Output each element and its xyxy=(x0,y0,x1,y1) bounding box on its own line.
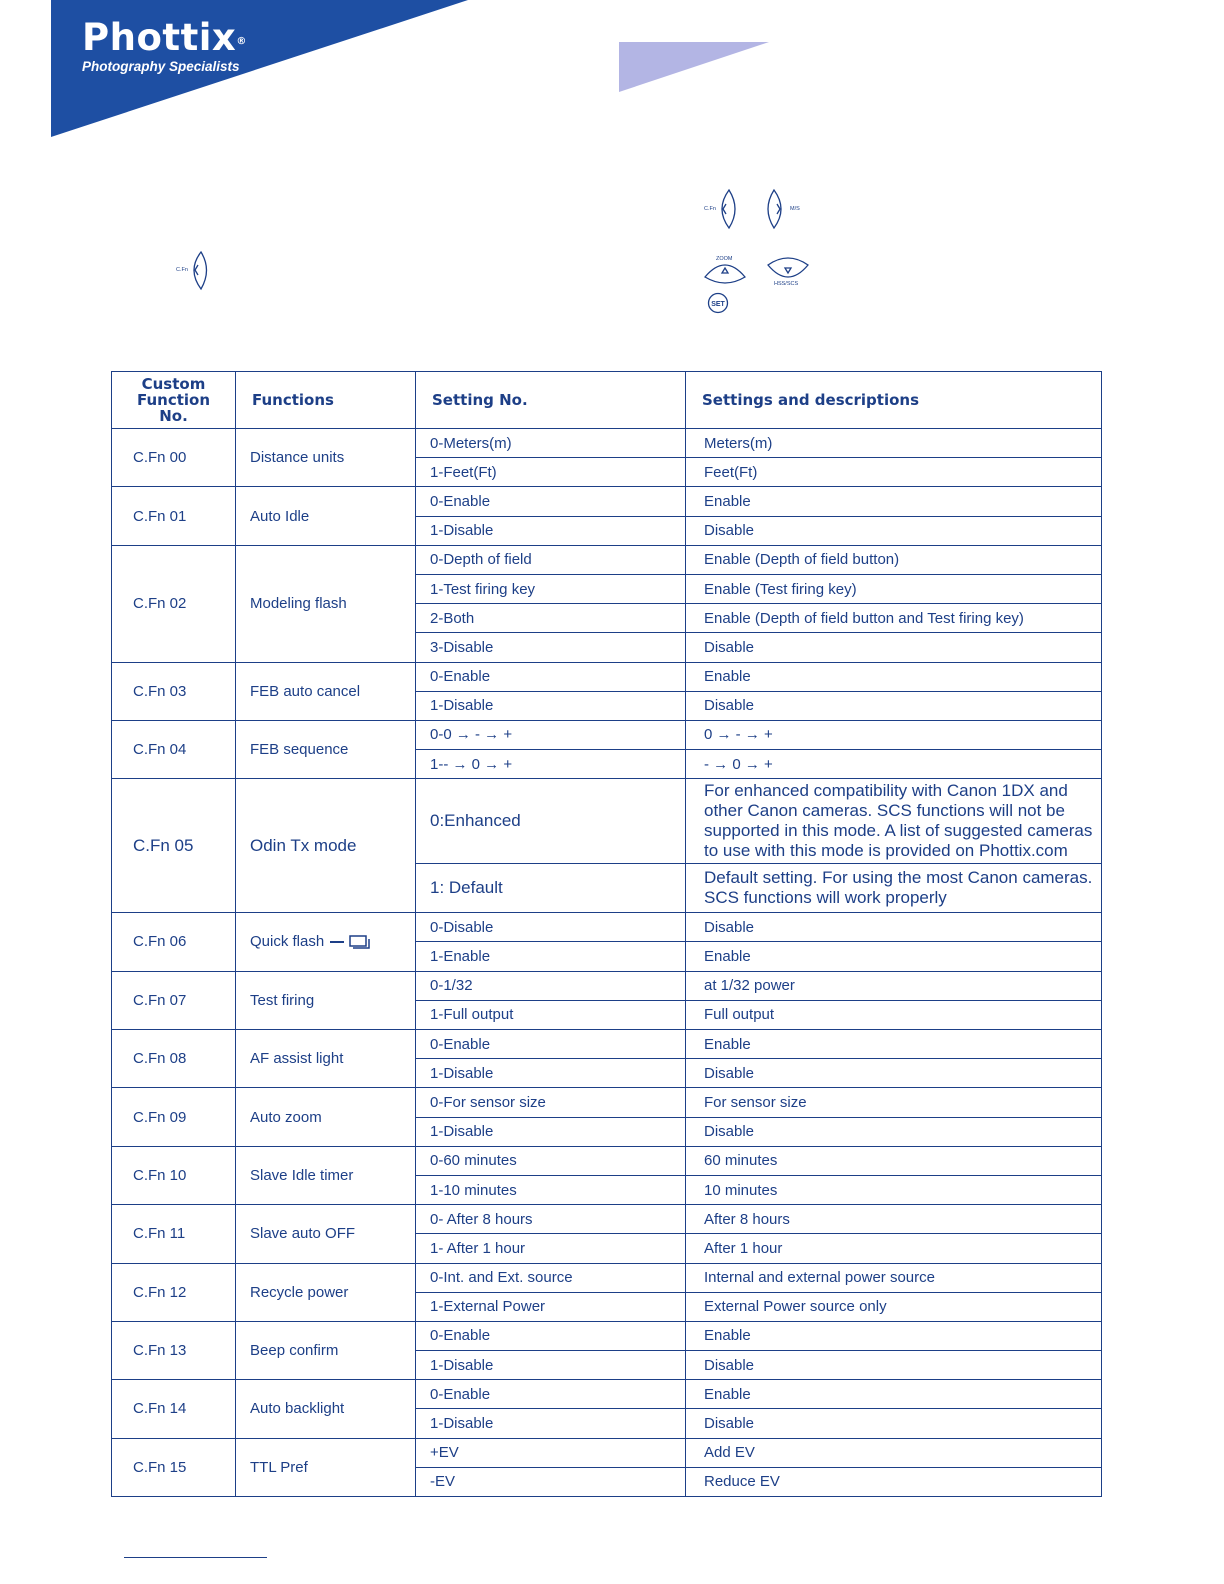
setting-cell: 0-Enable xyxy=(416,662,686,691)
cfn-code-cell: C.Fn 05 xyxy=(112,779,236,913)
setting-cell: 0-Int. and Ext. source xyxy=(416,1263,686,1292)
ms-label: M/S xyxy=(790,206,800,212)
cfn-label: C.Fn xyxy=(704,206,716,212)
table-row xyxy=(112,545,1102,574)
footer-divider xyxy=(124,1557,267,1558)
description-cell: 0 → - → + xyxy=(686,720,1102,749)
function-name: Slave Idle timer xyxy=(250,1166,354,1184)
function-name-cell xyxy=(236,971,416,1029)
description-cell: After 1 hour xyxy=(686,1234,1102,1263)
setting-cell: 0-Disable xyxy=(416,913,686,942)
description-cell: Disable xyxy=(686,633,1102,662)
setting-cell: 3-Disable xyxy=(416,633,686,662)
description-cell: Disable xyxy=(686,691,1102,720)
function-name: Distance units xyxy=(250,449,345,467)
header-code-line: Custom xyxy=(141,375,206,393)
header-code-line: Function xyxy=(136,391,211,409)
function-name: FEB auto cancel xyxy=(250,682,361,700)
cfn-code-cell: C.Fn 15 xyxy=(112,1438,236,1496)
table-row xyxy=(112,971,1102,1000)
setting-cell: 1-- → 0 → + xyxy=(416,750,686,779)
description-cell: Enable (Depth of field button) xyxy=(686,545,1102,574)
description-cell: Default setting. For using the most Canon cameras. SCS functions will work properly xyxy=(686,864,1102,913)
function-name: Auto backlight xyxy=(250,1400,345,1418)
setting-cell: 1-Disable xyxy=(416,516,686,545)
setting-cell: 0- After 8 hours xyxy=(416,1205,686,1234)
cfn-code-cell: C.Fn 01 xyxy=(112,487,236,545)
cfn-code-cell: C.Fn 04 xyxy=(112,720,236,778)
function-name: FEB sequence xyxy=(250,741,349,759)
table-row xyxy=(112,913,1102,942)
setting-cell: 0-Enable xyxy=(416,1321,686,1350)
description-cell: After 8 hours xyxy=(686,1205,1102,1234)
cfn-code-cell: C.Fn 11 xyxy=(112,1205,236,1263)
setting-cell: 0-60 minutes xyxy=(416,1146,686,1175)
description-cell: Enable xyxy=(686,1030,1102,1059)
function-name-cell xyxy=(236,1321,416,1379)
brand-name: Phottix xyxy=(82,16,237,59)
cfn-left-button-icon xyxy=(176,252,207,289)
setting-cell: 0-Enable xyxy=(416,1380,686,1409)
setting-cell: 0-Meters(m) xyxy=(416,429,686,458)
function-name-cell xyxy=(236,1088,416,1146)
description-cell: Enable xyxy=(686,942,1102,971)
setting-cell: 1- After 1 hour xyxy=(416,1234,686,1263)
description-cell: Meters(m) xyxy=(686,429,1102,458)
cfn-code-cell: C.Fn 08 xyxy=(112,1030,236,1088)
header-setting-no: Setting No. xyxy=(416,372,686,429)
cfn-code-cell: C.Fn 12 xyxy=(112,1263,236,1321)
trademark-symbol: ® xyxy=(236,36,247,47)
description-cell: 60 minutes xyxy=(686,1146,1102,1175)
setting-cell: 1-Disable xyxy=(416,691,686,720)
description-cell: Feet(Ft) xyxy=(686,458,1102,487)
cfn-code-cell: C.Fn 13 xyxy=(112,1321,236,1379)
function-name-cell xyxy=(236,1030,416,1088)
description-cell: Enable xyxy=(686,1380,1102,1409)
description-cell: Enable xyxy=(686,487,1102,516)
table-row xyxy=(112,779,1102,864)
description-cell: For sensor size xyxy=(686,1088,1102,1117)
table-row xyxy=(112,1263,1102,1292)
setting-cell: 1-Enable xyxy=(416,942,686,971)
setting-cell: 0-Enable xyxy=(416,1030,686,1059)
function-name-cell xyxy=(236,545,416,662)
hss-scs-button-icon xyxy=(768,258,808,287)
function-name: Test firing xyxy=(250,991,315,1009)
description-cell: External Power source only xyxy=(686,1292,1102,1321)
function-name: Slave auto OFF xyxy=(250,1225,356,1243)
cfn-code-cell: C.Fn 02 xyxy=(112,545,236,662)
cfn-code-cell: C.Fn 07 xyxy=(112,971,236,1029)
table-row xyxy=(112,1438,1102,1467)
description-cell: Disable xyxy=(686,913,1102,942)
function-name-cell xyxy=(236,1438,416,1496)
quick-flash-continuous-icon xyxy=(328,934,374,950)
table-row xyxy=(112,1146,1102,1175)
description-cell: Disable xyxy=(686,1409,1102,1438)
setting-cell: 1: Default xyxy=(416,864,686,913)
header-settings-descriptions: Settings and descriptions xyxy=(686,372,1102,429)
description-cell: Disable xyxy=(686,1059,1102,1088)
header-functions: Functions xyxy=(236,372,416,429)
table-row xyxy=(112,720,1102,749)
custom-function-table xyxy=(111,371,1102,1497)
setting-cell: 0-0 → - → + xyxy=(416,720,686,749)
function-name: Odin Tx mode xyxy=(250,835,357,855)
setting-cell: 0:Enhanced xyxy=(416,779,686,864)
setting-cell: 0-Enable xyxy=(416,487,686,516)
function-name: Auto zoom xyxy=(250,1108,322,1126)
function-name: Modeling flash xyxy=(250,595,347,613)
function-name: Beep confirm xyxy=(250,1342,339,1360)
table-body xyxy=(112,429,1102,1497)
function-name-cell xyxy=(236,429,416,487)
table-row xyxy=(112,1088,1102,1117)
table-row xyxy=(112,1321,1102,1350)
description-cell: at 1/32 power xyxy=(686,971,1102,1000)
function-name-cell xyxy=(236,1146,416,1204)
table-row xyxy=(112,662,1102,691)
function-name-cell xyxy=(236,779,416,913)
setting-cell: 1-Disable xyxy=(416,1117,686,1146)
table-row xyxy=(112,1030,1102,1059)
set-button-icon xyxy=(709,294,728,313)
control-icons xyxy=(0,0,1224,340)
description-cell: 10 minutes xyxy=(686,1175,1102,1204)
setting-cell: 1-Feet(Ft) xyxy=(416,458,686,487)
cfn-code-cell: C.Fn 06 xyxy=(112,913,236,971)
setting-cell: 1-Full output xyxy=(416,1000,686,1029)
zoom-label: ZOOM xyxy=(716,256,733,262)
function-name: Auto Idle xyxy=(250,507,310,525)
cfn-code-cell: C.Fn 00 xyxy=(112,429,236,487)
description-cell: Enable (Depth of field button and Test firing key) xyxy=(686,604,1102,633)
cfn-button-icon xyxy=(704,190,735,228)
set-label: SET xyxy=(711,301,725,308)
cfn-code-cell: C.Fn 14 xyxy=(112,1380,236,1438)
setting-cell: 1-Test firing key xyxy=(416,574,686,603)
setting-cell: -EV xyxy=(416,1467,686,1496)
setting-cell: 0-For sensor size xyxy=(416,1088,686,1117)
setting-cell: 1-Disable xyxy=(416,1409,686,1438)
function-name-cell xyxy=(236,662,416,720)
function-name-cell xyxy=(236,913,416,971)
setting-cell: +EV xyxy=(416,1438,686,1467)
table-header-row xyxy=(112,372,1102,429)
setting-cell: 1-Disable xyxy=(416,1059,686,1088)
function-name-cell xyxy=(236,720,416,778)
function-name: Recycle power xyxy=(250,1283,349,1301)
hss-label: HSS/SCS xyxy=(774,281,799,287)
description-cell: - → 0 → + xyxy=(686,750,1102,779)
description-cell: Disable xyxy=(686,1117,1102,1146)
description-cell: Disable xyxy=(686,1351,1102,1380)
description-cell: For enhanced compatibility with Canon 1DX and other Canon cameras. SCS functions will not be supported in this mode. A list of suggested cameras to use with this mode is provided on Phottix.com xyxy=(686,779,1102,864)
header-code-line: No. xyxy=(159,407,188,425)
function-name: Quick flash xyxy=(250,933,325,951)
function-name-cell xyxy=(236,1205,416,1263)
ms-button-icon xyxy=(768,190,800,228)
brand-tagline: Photography Specialists xyxy=(82,59,240,74)
description-cell: Enable (Test firing key) xyxy=(686,574,1102,603)
function-name-cell xyxy=(236,1380,416,1438)
cfn-code-cell: C.Fn 10 xyxy=(112,1146,236,1204)
table-row xyxy=(112,487,1102,516)
cfn-code-cell: C.Fn 09 xyxy=(112,1088,236,1146)
setting-cell: 0-Depth of field xyxy=(416,545,686,574)
description-cell: Internal and external power source xyxy=(686,1263,1102,1292)
description-cell: Disable xyxy=(686,516,1102,545)
description-cell: Add EV xyxy=(686,1438,1102,1467)
description-cell: Reduce EV xyxy=(686,1467,1102,1496)
function-name-cell xyxy=(236,487,416,545)
function-name: AF assist light xyxy=(250,1050,344,1068)
cfn-code-cell: C.Fn 03 xyxy=(112,662,236,720)
table-row xyxy=(112,429,1102,458)
function-name: TTL Pref xyxy=(250,1458,308,1476)
zoom-button-icon xyxy=(705,256,745,283)
header-custom-function-no xyxy=(112,372,236,429)
description-cell: Full output xyxy=(686,1000,1102,1029)
setting-cell: 0-1/32 xyxy=(416,971,686,1000)
setting-cell: 1-10 minutes xyxy=(416,1175,686,1204)
cfn-label-left: C.Fn xyxy=(176,267,188,273)
table-row xyxy=(112,1380,1102,1409)
description-cell: Enable xyxy=(686,1321,1102,1350)
table-row xyxy=(112,1205,1102,1234)
setting-cell: 2-Both xyxy=(416,604,686,633)
setting-cell: 1-External Power xyxy=(416,1292,686,1321)
function-name-cell xyxy=(236,1263,416,1321)
description-cell: Enable xyxy=(686,662,1102,691)
setting-cell: 1-Disable xyxy=(416,1351,686,1380)
